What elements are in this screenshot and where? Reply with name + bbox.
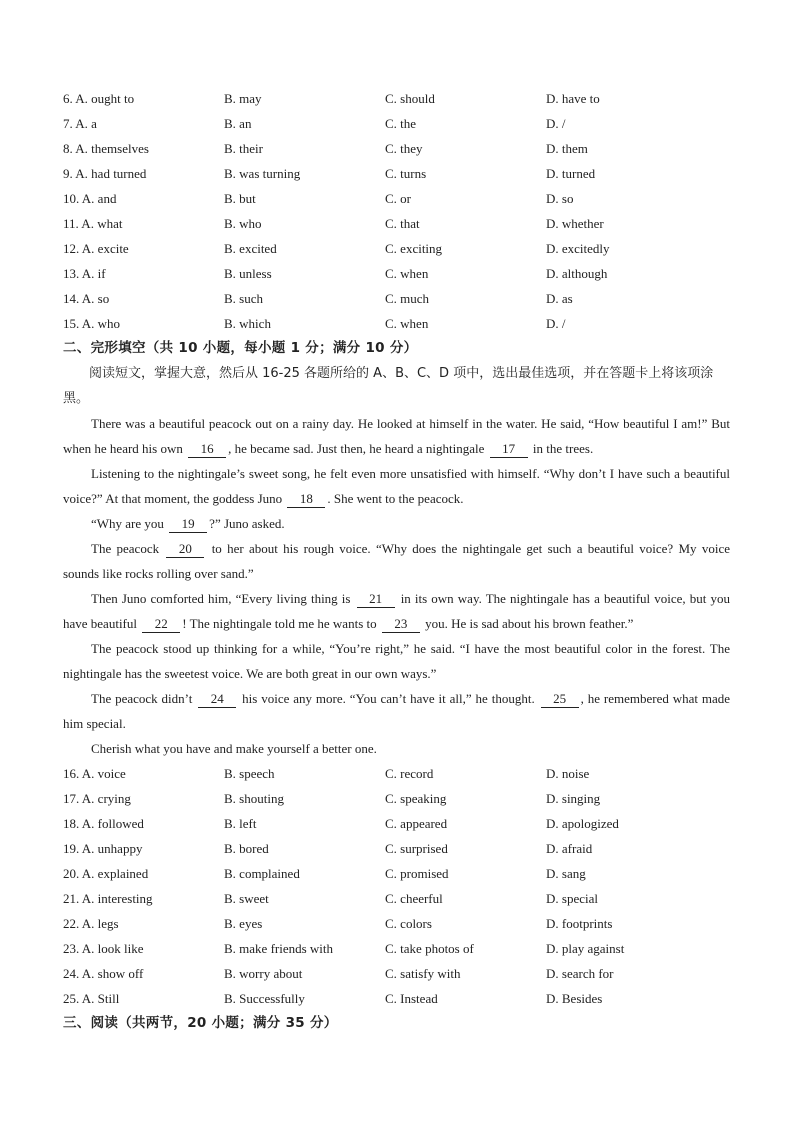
question-row-6 [63, 86, 730, 111]
option-d: D. so [546, 190, 574, 206]
option-b: B. such [224, 290, 263, 306]
option-a: 8. A. themselves [63, 140, 149, 156]
option-c: C. promised [385, 865, 449, 881]
question-row-18 [63, 811, 730, 836]
option-a: 9. A. had turned [63, 165, 147, 181]
option-b: B. Successfully [224, 990, 305, 1006]
blank-25: 25 [541, 691, 579, 708]
passage-paragraph-7: The peacock didn’t 24 his voice any more. “You can’t have it all,” he thought. 25 , he remembered what made him special. [63, 691, 731, 731]
option-c: C. take photos of [385, 940, 474, 956]
option-d: D. apologized [546, 815, 619, 831]
option-a: 7. A. a [63, 115, 97, 131]
option-b: B. their [224, 140, 263, 156]
passage-paragraph-8: Cherish what you have and make yourself a better one. [91, 741, 377, 756]
passage-paragraph-3: “Why are you 19 ?” Juno asked. [91, 516, 285, 531]
option-d: D. although [546, 265, 608, 281]
question-row-10 [63, 186, 730, 211]
question-row-11 [63, 211, 730, 236]
option-b: B. who [224, 215, 262, 231]
option-d: D. / [546, 115, 566, 131]
option-c: C. turns [385, 165, 427, 181]
question-row-14 [63, 286, 730, 311]
option-a: 10. A. and [63, 190, 117, 206]
passage-paragraph-5: Then Juno comforted him, “Every living thing is 21 in its own way. The nightingale has a beautiful voice, but you have beautiful 22 ! The nightingale told me he wants to 23 you. He is sad about his brown feather.” [63, 591, 730, 631]
option-d: D. turned [546, 165, 596, 181]
option-c: C. much [385, 290, 430, 306]
option-c: C. satisfy with [385, 965, 461, 981]
blank-23: 23 [382, 616, 420, 633]
passage-paragraph-1: There was a beautiful peacock out on a rainy day. He looked at himself in the water. He said, “How beautiful I am!” But when he heard his own 16 , he became sad. Just then, he heard a nightingale 17 in the trees. [63, 416, 730, 456]
option-b: B. was turning [224, 165, 301, 181]
blank-16: 16 [188, 441, 226, 458]
blank-20: 20 [166, 541, 204, 558]
option-a: 15. A. who [63, 315, 121, 331]
question-row-19 [63, 836, 730, 861]
option-b: B. unless [224, 265, 272, 281]
section-instruction: 阅读短文，掌握大意，然后从 16-25 各题所给的 A、B、C、D 项中，选出最佳选项，并在答题卡上将该项涂黑。 [63, 366, 714, 406]
question-row-15 [63, 311, 730, 336]
option-d: D. search for [546, 965, 614, 981]
option-d: D. excitedly [546, 240, 610, 256]
section-heading-cloze: 二、完形填空（共 10 小题，每小题 1 分；满分 10 分） [63, 340, 418, 356]
question-row-23 [63, 936, 730, 961]
option-a: 6. A. ought to [63, 90, 135, 106]
blank-19: 19 [169, 516, 207, 533]
question-row-22 [63, 911, 730, 936]
option-c: C. record [385, 765, 434, 781]
blank-24: 24 [198, 691, 236, 708]
option-d: D. afraid [546, 840, 593, 856]
question-row-7 [63, 111, 730, 136]
option-d: D. singing [546, 790, 601, 806]
section-heading-reading: 三、阅读（共两节，20 小题；满分 35 分） [63, 1015, 338, 1031]
option-b: B. make friends with [224, 940, 334, 956]
option-c: C. should [385, 90, 435, 106]
passage-paragraph-6: The peacock stood up thinking for a while, “You’re right,” he said. “I have the most beautiful color in the forest. The nightingale has the sweetest voice. We are both great in our own ways.” [63, 641, 730, 681]
question-row-16 [63, 761, 730, 786]
option-a: 14. A. so [63, 290, 110, 306]
option-c: C. when [385, 315, 429, 331]
option-d: D. them [546, 140, 588, 156]
question-list-16-25 [63, 761, 730, 1011]
option-a: 20. A. explained [63, 865, 149, 881]
question-row-25 [63, 986, 730, 1011]
option-b: B. may [224, 90, 262, 106]
option-c: C. appeared [385, 815, 448, 831]
option-d: D. Besides [546, 990, 603, 1006]
option-c: C. the [385, 115, 417, 131]
question-list-6-15 [63, 86, 730, 336]
option-a: 25. A. Still [63, 990, 120, 1006]
blank-18: 18 [287, 491, 325, 508]
option-b: B. bored [224, 840, 269, 856]
option-c: C. they [385, 140, 423, 156]
option-a: 22. A. legs [63, 915, 119, 931]
exam-page [63, 86, 730, 1036]
option-c: C. cheerful [385, 890, 443, 906]
passage-paragraph-2: Listening to the nightingale’s sweet song, he felt even more unsatisfied with himself. “Why don’t I have such a beautiful voice?” At that moment, the goddess Juno 18 . She went to the peacock. [63, 466, 730, 506]
option-b: B. worry about [224, 965, 303, 981]
option-c: C. Instead [385, 990, 438, 1006]
option-a: 24. A. show off [63, 965, 144, 981]
option-c: C. when [385, 265, 429, 281]
option-d: D. as [546, 290, 573, 306]
option-b: B. excited [224, 240, 277, 256]
blank-17: 17 [490, 441, 528, 458]
question-row-9 [63, 161, 730, 186]
option-a: 13. A. if [63, 265, 106, 281]
option-a: 17. A. crying [63, 790, 131, 806]
question-row-21 [63, 886, 730, 911]
question-row-20 [63, 861, 730, 886]
question-row-24 [63, 961, 730, 986]
option-a: 19. A. unhappy [63, 840, 143, 856]
option-c: C. or [385, 190, 411, 206]
option-b: B. complained [224, 865, 300, 881]
option-d: D. have to [546, 90, 600, 106]
option-c: C. exciting [385, 240, 443, 256]
option-d: D. play against [546, 940, 625, 956]
question-row-13 [63, 261, 730, 286]
option-b: B. shouting [224, 790, 284, 806]
option-b: B. an [224, 115, 252, 131]
question-row-17 [63, 786, 730, 811]
question-row-8 [63, 136, 730, 161]
option-a: 11. A. what [63, 215, 123, 231]
option-a: 16. A. voice [63, 765, 126, 781]
option-d: D. special [546, 890, 598, 906]
blank-22: 22 [142, 616, 180, 633]
option-b: B. left [224, 815, 257, 831]
option-b: B. but [224, 190, 256, 206]
option-c: C. surprised [385, 840, 448, 856]
blank-21: 21 [357, 591, 395, 608]
option-a: 23. A. look like [63, 940, 144, 956]
option-a: 18. A. followed [63, 815, 144, 831]
option-d: D. whether [546, 215, 604, 231]
option-d: D. noise [546, 765, 590, 781]
option-b: B. speech [224, 765, 275, 781]
option-a: 21. A. interesting [63, 890, 153, 906]
option-b: B. eyes [224, 915, 263, 931]
question-row-12 [63, 236, 730, 261]
passage-paragraph-4: The peacock 20 to her about his rough voice. “Why does the nightingale get such a beautiful voice? My voice sounds like rocks rolling over sand.” [63, 541, 730, 581]
option-d: D. sang [546, 865, 586, 881]
option-c: C. speaking [385, 790, 447, 806]
option-b: B. which [224, 315, 271, 331]
option-c: C. that [385, 215, 420, 231]
option-c: C. colors [385, 915, 432, 931]
option-b: B. sweet [224, 890, 269, 906]
option-a: 12. A. excite [63, 240, 129, 256]
option-d: D. / [546, 315, 566, 331]
option-d: D. footprints [546, 915, 613, 931]
